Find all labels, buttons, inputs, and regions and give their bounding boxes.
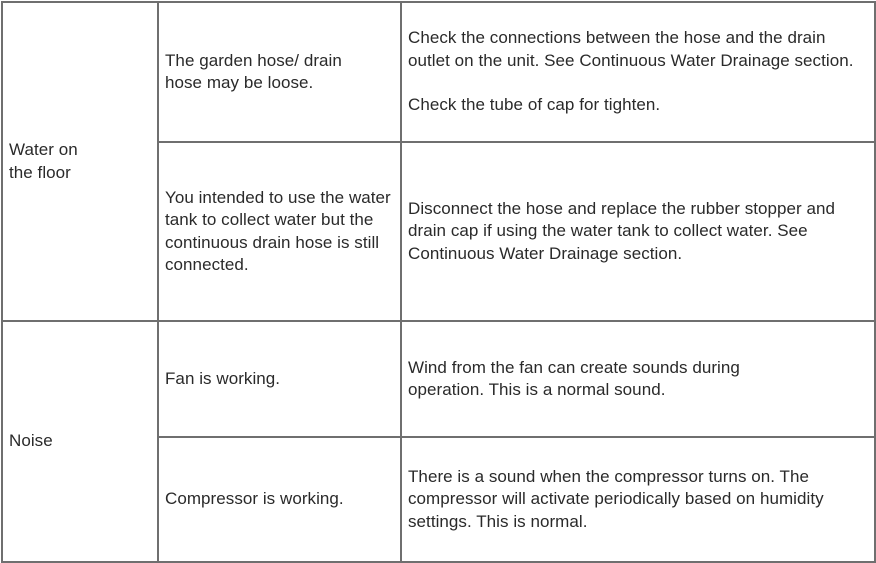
cause-cell: [158, 437, 401, 562]
cause-text: You intended to use the water tank to collect water but the continuous drain hose is still connected.: [165, 187, 391, 274]
cause-text: Compressor is working.: [165, 489, 344, 509]
problem-cell: [2, 321, 158, 562]
solution-text: There is a sound when the compressor turns on. The compressor will activate periodically based on humidity settings. This is normal.: [408, 466, 824, 531]
troubleshooting-table: [1, 1, 876, 563]
solution-cell: [401, 2, 875, 142]
solution-text: Check the tube of cap for tighten.: [408, 95, 661, 115]
cause-cell: [158, 142, 401, 321]
cause-cell: [158, 2, 401, 142]
solution-text: Disconnect the hose and replace the rubber stopper and drain cap if using the water tank to collect water. See Continuous Water Drainage section.: [408, 198, 836, 263]
cause-text: Fan is working.: [165, 368, 281, 388]
cause-cell: [158, 321, 401, 437]
problem-cell: [2, 2, 158, 321]
solution-cell: [401, 437, 875, 562]
cause-text: The garden hose/ drain hose may be loose.: [165, 50, 342, 92]
problem-label: Noise: [9, 431, 53, 451]
solution-cell: [401, 142, 875, 321]
problem-label: Water on the floor: [9, 140, 78, 182]
table-row: [2, 321, 875, 437]
solution-cell: [401, 321, 875, 437]
solution-text: Wind from the fan can create sounds during operation. This is a normal sound.: [408, 357, 740, 399]
solution-text: Check the connections between the hose and the drain outlet on the unit. See Continuous Water Drainage section.: [408, 28, 854, 70]
table-row: [2, 2, 875, 142]
